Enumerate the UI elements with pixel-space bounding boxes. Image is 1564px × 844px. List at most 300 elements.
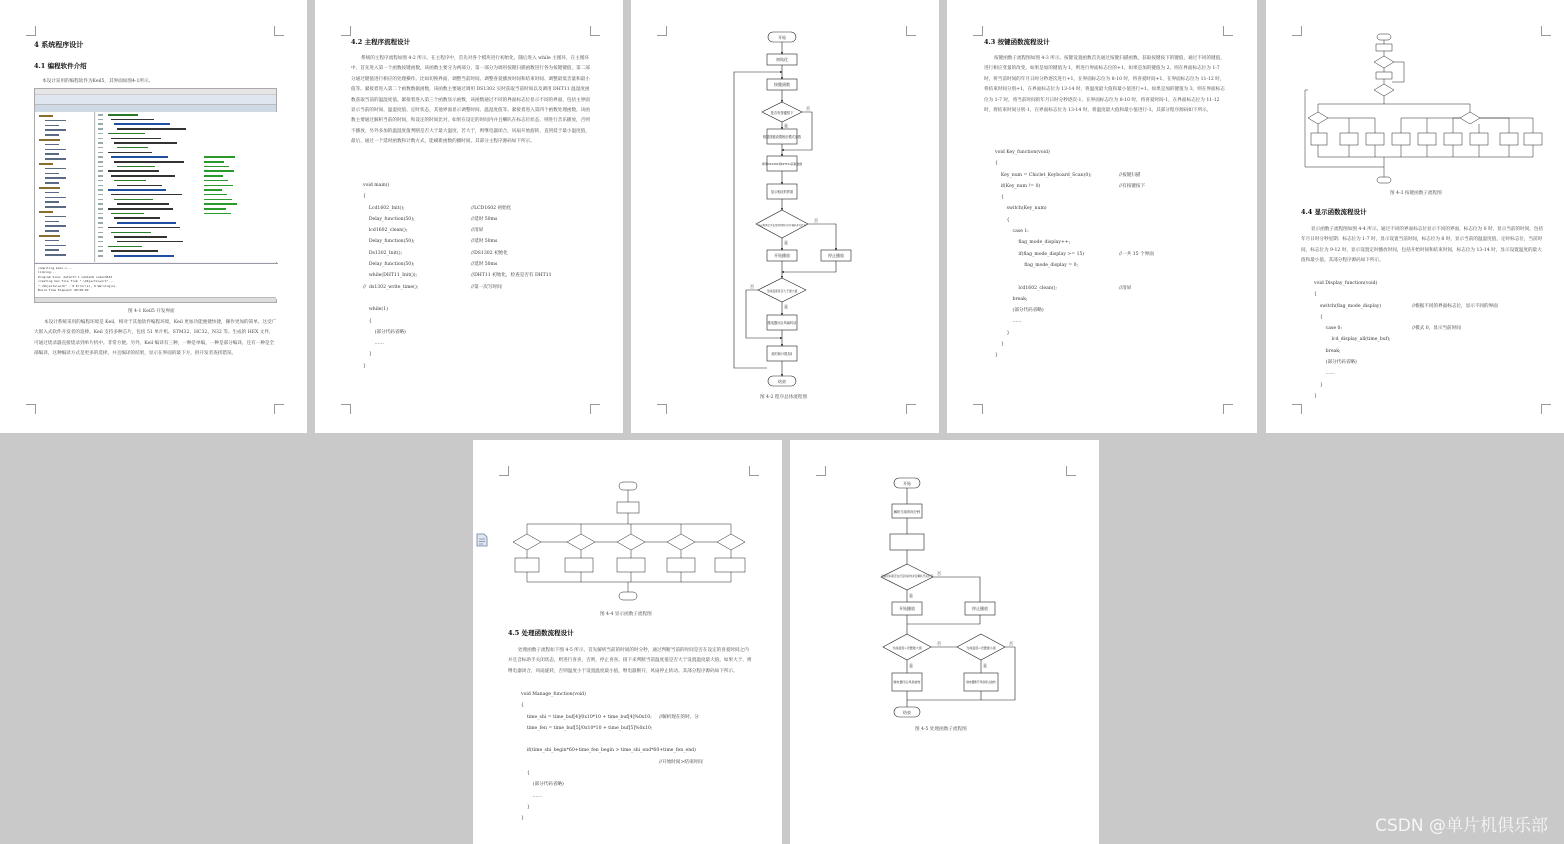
tree-item[interactable] [45,216,66,218]
editor-line [111,119,154,121]
flow-branch-label: 是 [784,240,788,245]
code-text: lcd1602_clean(); [995,285,1057,291]
flow-branch-label: 是 [983,663,987,668]
flow-branch-label: 否 [814,218,818,223]
flow-branch-label: 否 [937,571,941,576]
code-line [521,813,766,824]
tree-item[interactable] [45,177,66,179]
figure-caption: 图 4-5 处理函数子流程图 [915,727,967,732]
flow-label: 根据按键设置相应模式参数 [762,135,802,139]
editor-line-number [98,156,103,158]
flow-branch-label: 否 [750,284,754,289]
code-line [363,282,603,293]
margin-mark [274,404,284,414]
editor-line [108,189,166,191]
editor-line [117,166,155,168]
ide-statusbar [35,297,276,302]
body-paragraph: 处理函数子流程如下图 4-5 所示，首先解析当前的时间的时分秒，通过判断当前的时间是否在设定的喜爱时间之内并且音标助手关闭状态，则进行喜喜，否则，停止喜喜。接下来判断当前温度值是否大于设置温度最大值，如果大于，则继电器闭合，风扇旋转，否则温度小于设置温度最小值，继电器断开，风扇停止转动。其部分程序源码如下所示。 [508,648,752,674]
editor-line [111,250,158,252]
editor-line-number [98,175,103,177]
tree-item[interactable] [39,139,60,141]
editor-line-number [98,222,103,224]
code-comment: //延时 50ms [471,262,498,268]
code-text: // ds1302_write_time(); [363,284,419,290]
code-line [521,700,766,711]
code-text: Delay_function(50); [363,262,415,268]
code-text: { [1314,314,1323,320]
tree-item[interactable] [45,134,59,136]
code-comment: //按键扫描 [1119,172,1141,178]
tree-item[interactable] [45,182,59,184]
doc-page-4 [947,0,1257,433]
flow-label: 当前温度是否大于最大值 [766,289,798,293]
figure-caption: 图 4-4 显示函数子流程图 [600,612,652,617]
editor-line [114,123,170,125]
code-comment: //DS1302 初始化 [471,250,508,256]
doc-page-6 [473,440,782,844]
editor-line-number [98,147,103,149]
code-line [1314,368,1554,379]
output-line: Build Time Elapsed: 00:00:02 [38,288,89,293]
code-comment: //LCD1602 初始化 [471,205,512,211]
margin-mark [341,26,351,36]
code-text: { [1314,292,1317,298]
output-line: Program Size: data=77.1 xdata=0 code=4532 [38,274,113,279]
code-text: } [521,804,530,810]
code-line [521,689,766,700]
code-listing [995,147,1235,362]
margin-mark [973,26,983,36]
tree-item[interactable] [45,168,66,170]
code-line [995,181,1235,192]
code-line [995,215,1235,226]
code-line [521,734,766,745]
code-text: Delay_function(50); [363,216,415,222]
code-text: void Manage_function(void) [521,692,586,697]
margin-mark [1223,404,1233,414]
margin-mark [906,26,916,36]
code-listing [1314,278,1554,402]
editor-line [108,133,145,135]
editor-line-number [98,213,103,215]
editor-line-number [98,194,103,196]
code-comment: //模式 0，显示当前时间 [1412,326,1461,332]
tree-item[interactable] [45,149,66,151]
flow-label: 显示相应的界面 [770,190,794,194]
watermark: CSDN @单片机俱乐部 [1375,816,1548,836]
flow-label: 按键函数 [774,82,790,87]
tree-item[interactable] [45,249,59,251]
code-comment: //解析现在的时、分 [659,714,699,720]
build-output [35,263,278,299]
editor-line [114,161,184,163]
editor-line-number [98,119,103,121]
editor-comment [204,166,229,168]
editor-line [108,208,173,210]
code-line [1314,357,1554,368]
editor-line [108,170,159,172]
code-line [363,259,603,270]
doc-page-3 [631,0,939,433]
editor-line [111,194,182,196]
code-text: Key_num = Chiclet_Keyboard_Scan(0); [995,172,1092,178]
editor-line [117,128,186,130]
margin-mark [816,466,826,476]
code-text: time_shi = time_buf[4]/0x10*10 + time_buf[4]%0x10; [521,714,652,720]
section-heading: 4.5 处理函数流程设计 [508,629,574,637]
code-text: lcd1602_clean(); [363,228,408,234]
editor-line-number [98,170,103,172]
code-text: Lcd1602_Init(); [363,205,405,211]
code-line [995,316,1235,327]
code-comment: //第一次写时间 [471,284,502,290]
editor-line [114,236,167,238]
tree-item[interactable] [45,201,59,203]
editor-comment [204,189,222,191]
code-line [363,203,603,214]
code-text: } [363,352,372,358]
keil-ide-screenshot [34,88,277,303]
editor-line [111,232,151,234]
editor-line [117,147,148,149]
tree-item[interactable] [45,254,66,256]
margin-mark [1541,404,1551,414]
code-comment: //清屏 [1119,285,1132,291]
code-line [1314,334,1554,345]
flow-branch-label: 否 [806,106,810,111]
code-text: …… [1314,371,1335,377]
code-text: break; [995,296,1028,302]
editor-line-number [98,185,103,187]
editor-line-number [98,166,103,168]
editor-line-number [98,161,103,163]
code-text: (部分代码省略) [995,308,1044,314]
code-text: if(flag_mode_display >= 15) [995,251,1085,257]
tree-item[interactable] [45,129,66,131]
output-line: compiling main.c... [38,266,73,270]
manage-flowchart [875,476,1025,726]
editor-line-number [98,142,103,144]
code-text: void Display_function(void) [1314,281,1378,286]
code-text: } [1314,382,1323,388]
code-text: break; [1314,348,1341,354]
code-comment: //清屏 [471,228,484,234]
editor-line [111,213,144,215]
flow-label: 当前时间是否在设定时间内并且喇叭开关打开 [758,224,806,227]
editor-comment [204,185,233,187]
doc-page-7 [790,440,1099,844]
tree-item[interactable] [45,245,66,247]
editor-line [108,246,142,248]
code-text: } [521,816,524,822]
code-line [363,191,603,202]
editor-line [108,152,152,154]
code-text: (部分代码省略) [521,782,564,788]
flow-label: 延时和计数加1 [771,352,793,356]
code-text: { [995,195,1004,201]
tree-item[interactable] [45,120,66,122]
body-paragraph: 本设计系统采用的编程环境是 Keil，相对于其他软件编程环境，Keil 更加功能便捷快捷，操作更加的简单。这受广大嵌入式软件开发者的追捧。Keil 支持多种芯片，包括 51 单片机、STM32、HC32、N32 等。生成的 HEX 文件，可通过烧录器直接烧录到单片机中。非常方便。另外，Keil 编译有三种，一种是单编，一种是部分编译，还有一种是全部编译，这种编译方式是更多的选择，并且编译的结果，显示在界面的最下方，供开发者查找错误。 [34,320,277,357]
code-text: void main() [363,183,390,188]
editor-line-number [98,128,103,130]
flow-branch-label: 否 [1009,641,1013,646]
tree-item[interactable] [45,221,59,223]
doc-page-5 [1266,0,1564,433]
code-line [995,192,1235,203]
code-text: while(1) [363,307,388,313]
editor-comment [204,213,231,215]
editor-line-number [98,199,103,201]
code-text: void Key_function(void) [995,150,1050,155]
code-line [995,226,1235,237]
section-heading: 4.3 按键函数流程设计 [984,38,1050,46]
tree-item[interactable] [45,125,59,127]
intro-paragraph: 本设计采用的编程软件为Keil5，其界面如图4-1所示。 [42,79,154,84]
code-line [995,271,1235,282]
code-line [521,723,766,734]
flow-label: 开始播放 [899,606,915,611]
code-text: { [363,194,366,200]
code-listing [521,689,766,825]
code-text: case 0: [1314,326,1342,332]
flow-label: 当前温度>设置最大值 [892,646,922,650]
output-line: creating hex file from ".\Objects\work"... [38,279,114,284]
editor-line [108,227,180,229]
editor-line-number [98,114,103,116]
tree-item[interactable] [45,225,66,227]
flow-label: 停止播放 [828,253,844,258]
section-heading: 4.1 编程软件介绍 [34,62,87,70]
editor-comment [204,170,234,172]
code-text: { [995,161,998,167]
code-line [1314,301,1554,312]
ide-tabbar [35,105,276,112]
body-paragraph: 系统的主程序流程如图 4-2 所示。在主程序中，首先对各个模块进行初始化，随后进入 while 主循环，在主循环中，首先进入第一个函数按键函数，该函数主要分为两部分，第一部分为调用按键扫描函数进行各为按键键值，第二部分通过键值进行相应的处理操作。比如切换界面、调整当前时间、调整喜爱播放时间和结束时间、调整最低音量和最小值等。紧接着进入第二个函数数据函数，该函数主要通过调用 DS1302 实时获取当前时间以及调用 DHT11 温湿度函数获取当前的温湿度值。紧接着进入第三个函数显示函数，该函数通过不同的界面标志位显示不同的界面，包括主界面显示当前的时间、温湿度值、定时状态，其他界面显示调整时间、温湿度值等。紧接着进入第四个函数处理函数，该函数主要通过解析当前的时间，和设定的时间比对，如果在设定的时间内并且喇叭在标志位状态，则进行音乐播放，否则不播放，另外多加的温湿度值判断是否大于最大温度，若大于，则继电器闭合，风扇开始旋转，直到低于最小温度值，最后，通过一个延时函数和计数方式，能刷新函数的播时间。其部分主程序源码如下所示。 [351,56,590,145]
editor-line-number [98,246,103,248]
code-line [995,260,1235,271]
code-line [995,328,1235,339]
margin-mark [1066,466,1076,476]
flow-label: 继电器闭合风扇转动 [767,321,797,325]
editor-line-number [98,203,103,205]
project-tree [35,112,95,262]
code-line [521,745,766,756]
editor-line-number [98,241,103,243]
editor-comment [204,208,226,210]
figure-caption: 图 4-3 按键函数子流程图 [1390,191,1442,196]
code-line [363,236,603,247]
margin-mark [1292,404,1302,414]
doc-page-1 [0,0,307,433]
code-text: { [521,771,530,777]
flow-label: 是否有按键按下 [770,111,794,115]
output-line: linking... [38,270,57,275]
code-text: { [521,703,524,709]
flow-label: 解析当前时间分秒 [893,510,921,514]
body-paragraph: 按键函数子流程图如图 4-3 所示。按键设置函数首先通过按键扫描函数，获取按键按下的键值，通过不同的键值，进行相应变量的改变。如果是加的键值为 1，则进行界面标志位的+1，如果是加的键值为 2，则在界面标志位为 1-7 时，将当前时间的年月日时分秒逐次进行+1，在界面标志位为 8-10 时，将喜爱时间+1，在界面标志位为 11-12 时，将结束时间分别+1，在界面标志位为 13-14 时，将温度最大值和最小值进行+1。如果是加的键值为 3，则在界面标志位为 1-7 时，将当前时间的年月日时分秒逐次-1，在界面标志位为 8-10 时，将喜爱时间-1，在界面标志位为 11-12 时，将结束时间分别-1，在界面标志位为 13-14 时，将温度最大值和最小值进行-1。其部分程序源码如下所示。 [984,56,1225,114]
code-text: …… [995,319,1022,325]
tree-item[interactable] [39,211,53,213]
code-line [363,214,603,225]
tree-item[interactable] [39,163,53,165]
code-line [521,712,766,723]
margin-mark [973,404,983,414]
editor-line [114,142,177,144]
editor-line-number [98,250,103,252]
code-line [995,147,1235,158]
code-text: switch(flag_mode_display) [1314,303,1382,309]
tree-item[interactable] [45,173,59,175]
editor-comment [204,156,235,158]
code-line [363,361,603,372]
code-text: } [363,363,366,369]
code-line [1314,289,1554,300]
code-text: flag_mode_display = 0; [995,262,1079,268]
code-text: } [995,330,1010,336]
code-line [363,316,603,327]
tree-item[interactable] [45,192,59,194]
editor-line-number [98,133,103,135]
tree-item[interactable] [39,187,60,189]
margin-mark [26,26,36,36]
flow-branch-label: 是 [909,663,913,668]
editor-line [117,222,176,224]
code-comment: //有按键按下 [1119,183,1146,189]
tree-item[interactable] [45,153,59,155]
tree-item[interactable] [45,206,66,208]
code-line [521,791,766,802]
code-text: case 1: [995,229,1029,235]
section-heading: 4.2 主程序流程设计 [351,38,411,46]
code-line [995,170,1235,181]
editor-comment [204,203,237,205]
tree-item[interactable] [39,235,60,237]
tree-item[interactable] [45,144,59,146]
code-text: flag_mode_display++; [995,240,1071,246]
code-text: { [995,217,1010,223]
editor-line-number [98,152,103,154]
flow-label: 结束 [903,710,911,715]
flow-label: 当前时间是否在设定时间内并且喇叭开关打开 [881,575,933,578]
body-paragraph: 显示函数子流程图如图 4-4 所示。通过不同的界面标志位显示不同的界面，标志位为 0 时，显示当前的时间，包括年月日时分秒星期；标志位为 1-7 时，显示设置当前时间，标志位为 8 时，显示当前的温湿度值，定时标志位，当前时间，标志位为 9-12 时，显示设置定时播放时间，包括开始时间和结束时间，标志位为 13-14 时，显示设置温度的最大值和最小值。其部分程序源码如下所示。 [1301,227,1544,264]
figure-caption: 图 4-2 程序总体流程图 [760,395,808,400]
code-text: …… [521,793,542,799]
code-text: } [995,342,1004,348]
margin-mark [906,404,916,414]
section-heading: 4.4 显示函数流程设计 [1301,208,1367,216]
editor-comment [204,180,228,182]
output-line: ".\Objects\work" - 0 Error(s), 0 Warning(s). [38,283,118,288]
tree-item[interactable] [45,230,59,232]
margin-mark [590,404,600,414]
flow-label: 结束 [778,379,786,384]
code-line [1314,312,1554,323]
doc-page-2 [315,0,623,433]
code-comment: //开始时间>结束时间 [659,759,703,765]
editor-line [108,114,138,116]
tree-item[interactable] [45,240,59,242]
flow-branch-label: 是 [784,123,788,128]
code-line [521,779,766,790]
editor-line-number [98,236,103,238]
margin-mark [590,26,600,36]
editor-line-number [98,208,103,210]
code-text: switch(Key_num) [995,206,1047,212]
chapter-heading: 4 系统程序设计 [34,40,84,49]
editor-line-number [98,180,103,182]
code-line [363,338,603,349]
display-flowchart [509,480,753,604]
code-comment: //一共 15 个界面 [1119,251,1154,257]
code-line [995,294,1235,305]
code-text: if(Key_num != 0) [995,183,1041,189]
flow-label: 调用DS1302和DHT11获取数据 [761,162,803,166]
code-line [363,270,603,281]
code-line [1314,380,1554,391]
editor-line [114,199,153,201]
code-line [995,237,1235,248]
code-line [995,203,1235,214]
tree-item[interactable] [45,158,66,160]
editor-line-number [98,255,103,257]
margin-mark [749,466,759,476]
code-text: } [1314,393,1317,399]
code-listing [363,180,603,372]
flow-label: 继电器断开风扇停止旋转 [966,680,996,684]
flow-label: 继电器闭合风扇旋转 [893,680,921,684]
editor-line-number [98,189,103,191]
tree-item[interactable] [45,197,66,199]
code-line [1314,391,1554,402]
code-editor [96,112,278,262]
code-text: if(time_shi_begin*60+time_fen_begin > time_shi_end*60+time_fen_end) [521,748,696,754]
editor-comment [204,161,224,163]
editor-line-number [98,217,103,219]
code-comment: //延时 50ms [471,239,498,245]
document-icon[interactable] [476,533,488,547]
editor-line-number [98,138,103,140]
code-text: lcd_display_all(time_buf); [1314,337,1391,343]
code-text: (部分代码省略) [1314,360,1357,366]
code-line [995,249,1235,260]
editor-line [111,138,161,140]
editor-line [114,255,174,257]
tree-item[interactable] [39,115,53,117]
code-line [995,158,1235,169]
code-line [521,802,766,813]
code-comment: //延时 50ms [471,216,498,222]
editor-comment [204,199,232,201]
code-line [995,305,1235,316]
margin-mark [499,466,509,476]
editor-line [117,203,169,205]
figure-caption: 图 4-1 Keil5 开发界面 [128,309,175,314]
flow-label: 开始 [778,35,786,40]
editor-line-number [98,232,103,234]
code-line [363,293,603,304]
flow-label: 初始化 [776,57,788,62]
code-line [363,349,603,360]
code-text: time_fen = time_buf[5]/0x10*10 + time_buf[5]%0x10; [521,725,653,731]
editor-line [117,241,183,243]
code-text: Ds1302_Init(); [363,250,403,256]
editor-comment [204,175,223,177]
flow-branch-label: 否 [937,641,941,646]
flow-label: 开始播放 [774,253,790,258]
code-line [1314,346,1554,357]
editor-line [114,217,160,219]
code-line [363,225,603,236]
